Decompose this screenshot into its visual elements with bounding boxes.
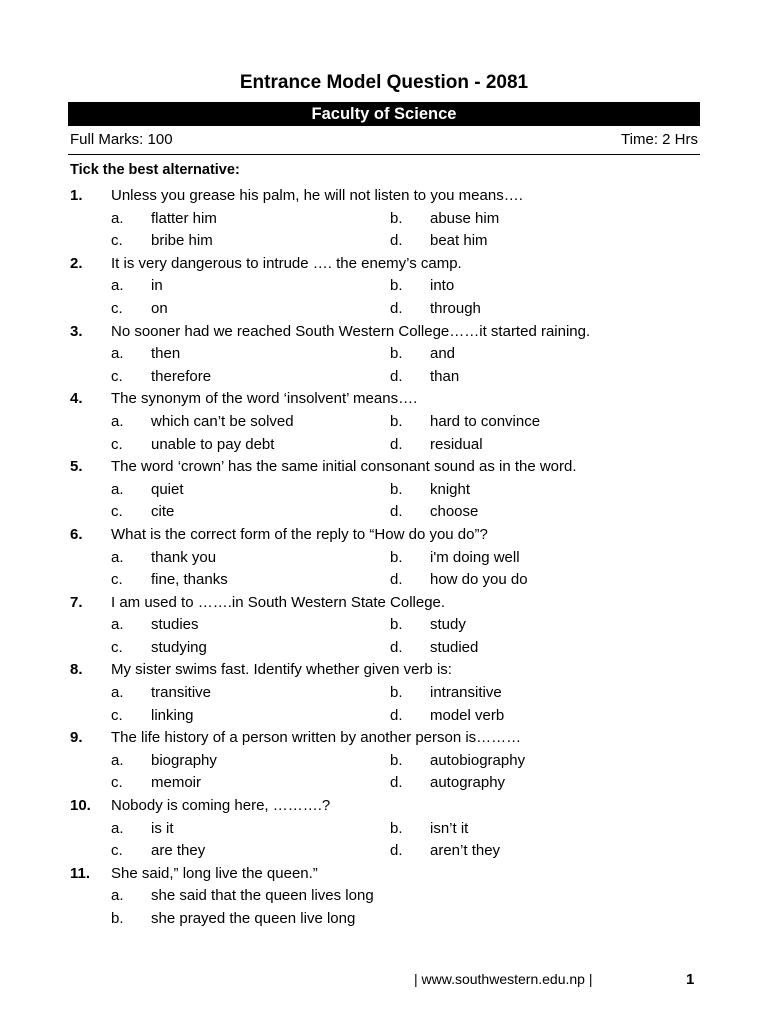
option-text: memoir [151, 774, 202, 792]
question-number: 5. [70, 458, 83, 476]
question-text: No sooner had we reached South Western College……it started raining. [111, 322, 591, 340]
option-text: which can’t be solved [151, 412, 294, 430]
option-text: studying [151, 638, 207, 656]
option-row [70, 547, 700, 570]
question-number: 7. [70, 593, 83, 611]
question-11 [70, 863, 700, 886]
option-row [70, 569, 700, 592]
option-text: abuse him [430, 209, 500, 227]
option-letter: b. [390, 412, 403, 430]
option-row [70, 479, 700, 502]
question-number: 9. [70, 729, 83, 747]
option-text: biography [151, 751, 217, 769]
question-number: 1. [70, 187, 83, 204]
option-row [70, 750, 700, 773]
option-text: linking [151, 706, 194, 724]
option-text: therefore [151, 367, 212, 385]
question-number: 4. [70, 390, 83, 408]
option-letter: a. [111, 684, 124, 702]
option-text: through [430, 299, 481, 317]
option-row [70, 230, 700, 253]
option-letter: a. [111, 480, 124, 498]
question-text: My sister swims fast. Identify whether given verb is: [111, 661, 452, 679]
option-text: studied [430, 638, 479, 656]
option-text: on [151, 299, 168, 317]
instruction: Tick the best alternative: [70, 162, 240, 178]
question-text: She said,” long live the queen.” [111, 864, 318, 882]
question-text: The synonym of the word ‘insolvent’ means…. [111, 390, 418, 408]
option-letter: c. [111, 299, 123, 317]
option-letter: a. [111, 887, 124, 905]
option-text: choose [430, 503, 479, 521]
option-letter: c. [111, 774, 123, 792]
option-text: than [430, 367, 460, 385]
option-text: cite [151, 503, 175, 521]
option-text: she said that the queen lives long [151, 887, 374, 905]
option-text: studies [151, 616, 199, 634]
question-number: 10. [70, 797, 91, 815]
option-text: autobiography [430, 751, 526, 769]
exam-info-row [70, 131, 698, 148]
time-allowed: Time: 2 Hrs [621, 131, 698, 148]
option-letter: a. [111, 345, 124, 363]
option-letter: b. [390, 480, 403, 498]
option-letter: d. [390, 299, 403, 317]
option-row [70, 614, 700, 637]
option-text: is it [151, 819, 174, 837]
option-row [70, 637, 700, 660]
option-text: intransitive [430, 684, 502, 702]
question-3 [70, 321, 700, 344]
question-10 [70, 795, 700, 818]
option-text: quiet [151, 480, 184, 498]
option-letter: b. [390, 684, 403, 702]
question-text: What is the correct form of the reply to “How do you do”? [111, 525, 488, 543]
question-text: The life history of a person written by another person is……… [111, 729, 522, 747]
option-letter: d. [390, 503, 403, 521]
option-letter: c. [111, 232, 123, 250]
page-title: Entrance Model Question - 2081 [239, 72, 529, 93]
option-letter: b. [390, 616, 403, 634]
option-text: hard to convince [430, 412, 541, 430]
option-text: flatter him [151, 209, 217, 227]
question-text: Unless you grease his palm, he will not listen to you means…. [111, 187, 523, 204]
option-text: she prayed the queen live long [151, 910, 356, 927]
option-text: and [430, 345, 456, 363]
option-text: residual [430, 435, 483, 453]
option-text: into [430, 277, 455, 295]
question-6 [70, 524, 700, 547]
option-text: how do you do [430, 571, 528, 589]
option-letter: c. [111, 842, 123, 860]
option-row [70, 275, 700, 298]
question-list [70, 185, 700, 931]
option-text: beat him [430, 232, 488, 250]
option-letter: a. [111, 209, 124, 227]
option-letter: b. [390, 209, 403, 227]
option-row [70, 434, 700, 457]
option-letter: d. [390, 232, 403, 250]
header-divider [68, 154, 700, 155]
question-text: Nobody is coming here, ……….? [111, 797, 331, 815]
question-number: 2. [70, 254, 83, 272]
question-5 [70, 456, 700, 479]
option-letter: c. [111, 367, 123, 385]
option-letter: b. [390, 819, 403, 837]
option-text: i'm doing well [430, 548, 520, 566]
option-row [70, 772, 700, 795]
option-letter: b. [111, 910, 124, 927]
option-row [70, 818, 700, 841]
option-letter: c. [111, 503, 123, 521]
option-text: fine, thanks [151, 571, 228, 589]
footer-website: | www.southwestern.edu.np | [414, 971, 593, 987]
option-letter: b. [390, 751, 403, 769]
question-text: I am used to …….in South Western State College. [111, 593, 446, 611]
option-letter: c. [111, 571, 123, 589]
question-4 [70, 388, 700, 411]
option-row [70, 343, 700, 366]
question-number: 8. [70, 661, 83, 679]
option-text: study [430, 616, 466, 634]
option-letter: d. [390, 367, 403, 385]
question-number: 6. [70, 525, 83, 543]
option-text: aren’t they [430, 842, 501, 860]
option-text: bribe him [151, 232, 213, 250]
option-row [70, 501, 700, 524]
option-row [70, 705, 700, 728]
option-row [70, 682, 700, 705]
option-letter: a. [111, 616, 124, 634]
option-text: autography [430, 774, 506, 792]
option-letter: b. [390, 548, 403, 566]
option-letter: d. [390, 435, 403, 453]
option-letter: b. [390, 345, 403, 363]
option-row [70, 885, 700, 908]
option-text: isn’t it [430, 819, 469, 837]
question-9 [70, 727, 700, 750]
option-text: transitive [151, 684, 212, 702]
question-number: 3. [70, 322, 83, 340]
option-text: then [151, 345, 181, 363]
full-marks: Full Marks: 100 [70, 131, 173, 148]
option-text: knight [430, 480, 471, 498]
option-row [70, 411, 700, 434]
question-2 [70, 253, 700, 276]
option-row [70, 366, 700, 389]
option-letter: d. [390, 638, 403, 656]
option-text: unable to pay debt [151, 435, 275, 453]
option-letter: d. [390, 842, 403, 860]
option-letter: d. [390, 774, 403, 792]
question-text: The word ‘crown’ has the same initial consonant sound as in the word. [111, 458, 577, 476]
question-text: It is very dangerous to intrude …. the enemy’s camp. [111, 254, 462, 272]
option-letter: a. [111, 819, 124, 837]
question-1 [70, 185, 700, 208]
option-letter: d. [390, 571, 403, 589]
option-text: are they [151, 842, 206, 860]
question-number: 11. [70, 864, 91, 882]
option-letter: a. [111, 412, 124, 430]
option-letter: c. [111, 706, 123, 724]
option-letter: b. [390, 277, 403, 295]
option-row [70, 208, 700, 231]
option-text: thank you [151, 548, 217, 566]
faculty-banner: Faculty of Science [68, 102, 700, 126]
option-text: model verb [430, 706, 505, 724]
option-letter: c. [111, 638, 123, 656]
question-8 [70, 659, 700, 682]
option-row [70, 840, 700, 863]
option-row [70, 298, 700, 321]
option-letter: a. [111, 751, 124, 769]
page-number: 1 [686, 971, 695, 988]
option-letter: c. [111, 435, 123, 453]
option-letter: a. [111, 548, 124, 566]
option-text: in [151, 277, 163, 295]
option-letter: a. [111, 277, 124, 295]
question-7 [70, 592, 700, 615]
option-row [70, 908, 700, 931]
option-letter: d. [390, 706, 403, 724]
